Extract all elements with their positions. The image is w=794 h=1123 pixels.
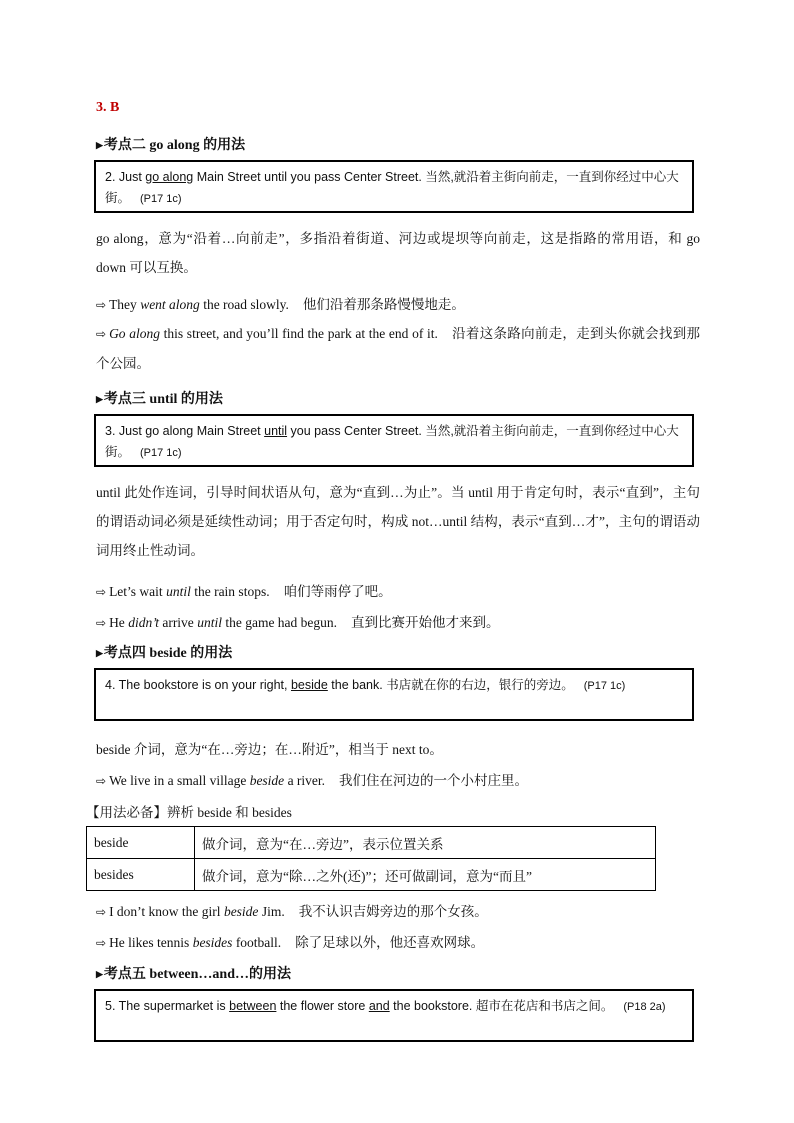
example-sentence: ⇨ Go along this street, and you’ll find the park at the end of it. 沿着这条路向前走，走到头你就会找到那个公园。 xyxy=(96,326,701,371)
arrow-icon: ⇨ xyxy=(96,327,107,341)
example-sentence: ⇨ Let’s wait until the rain stops. 咱们等雨停了吧。 xyxy=(96,584,392,599)
explanation-beside: beside 介词，意为“在…旁边；在…附近”，相当于 next to。 xyxy=(96,742,443,757)
example-box-between-and: 5. The supermarket is between the flower store and the bookstore. 超市在花店和书店之间。 (P18 2a) xyxy=(94,989,694,1042)
example-box-go-along: 2. Just go along Main Street until you pass Center Street. 当然,就沿着主街向前走，一直到你经过中心大街。 (P17 1c) xyxy=(94,160,694,213)
arrow-icon: ⇨ xyxy=(96,298,107,312)
triangle-bullet-icon: ▶ xyxy=(96,140,103,150)
table-cell-word: beside xyxy=(87,827,195,859)
table-row xyxy=(87,859,656,891)
explanation-until: until 此处作连词，引导时间状语从句，意为“直到…为止”。当 until 用于肯定句时，表示“直到”，主句的谓语动词必须是延续性动词；用于否定句时，构成 not…until 结构，表示“直到…才”，主句的谓语动词用终止性动词。 xyxy=(96,485,700,558)
explanation-go-along: go along，意为“沿着…向前走”，多指沿着街道、河边或堤坝等向前走，这是指路的常用语，和 go down 可以互换。 xyxy=(96,231,700,275)
comparison-table xyxy=(86,826,656,891)
usage-note-title: 【用法必备】辨析 beside 和 besides xyxy=(86,805,292,820)
example-sentence: ⇨ He likes tennis besides football. 除了足球以外，他还喜欢网球。 xyxy=(96,935,485,950)
example-box-until: 3. Just go along Main Street until you pass Center Street. 当然,就沿着主街向前走，一直到你经过中心大街。 (P17 1c) xyxy=(94,414,694,467)
example-sentence: ⇨ They went along the road slowly. 他们沿着那条路慢慢地走。 xyxy=(96,297,465,312)
example-sentence: ⇨ I don’t know the girl beside Jim. 我不认识吉姆旁边的那个女孩。 xyxy=(96,904,488,919)
arrow-icon: ⇨ xyxy=(96,616,107,630)
table-cell-meaning: 做介词，意为“除…之外(还)”；还可做副词，意为“而且” xyxy=(195,859,656,891)
example-sentence: ⇨ He didn’t arrive until the game had begun. 直到比赛开始他才来到。 xyxy=(96,615,500,630)
section-heading-go-along: ▶考点二 go along 的用法 xyxy=(96,138,246,153)
table-cell-word: besides xyxy=(87,859,195,891)
arrow-icon: ⇨ xyxy=(96,774,107,788)
triangle-bullet-icon: ▶ xyxy=(96,969,103,979)
table-cell-meaning: 做介词，意为“在…旁边”，表示位置关系 xyxy=(195,827,656,859)
section-heading-between-and: ▶考点五 between…and…的用法 xyxy=(96,967,291,982)
triangle-bullet-icon: ▶ xyxy=(96,648,103,658)
triangle-bullet-icon: ▶ xyxy=(96,394,103,404)
arrow-icon: ⇨ xyxy=(96,905,107,919)
arrow-icon: ⇨ xyxy=(96,585,107,599)
section-heading-until: ▶考点三 until 的用法 xyxy=(96,392,223,407)
example-sentence: ⇨ We live in a small village beside a river. 我们住在河边的一个小村庄里。 xyxy=(96,773,529,788)
arrow-icon: ⇨ xyxy=(96,936,107,950)
example-box-beside: 4. The bookstore is on your right, beside the bank. 书店就在你的右边，银行的旁边。 (P17 1c) xyxy=(94,668,694,721)
answer-label: 3. B xyxy=(96,100,120,115)
table-row xyxy=(87,827,656,859)
section-heading-beside: ▶考点四 beside 的用法 xyxy=(96,646,233,661)
